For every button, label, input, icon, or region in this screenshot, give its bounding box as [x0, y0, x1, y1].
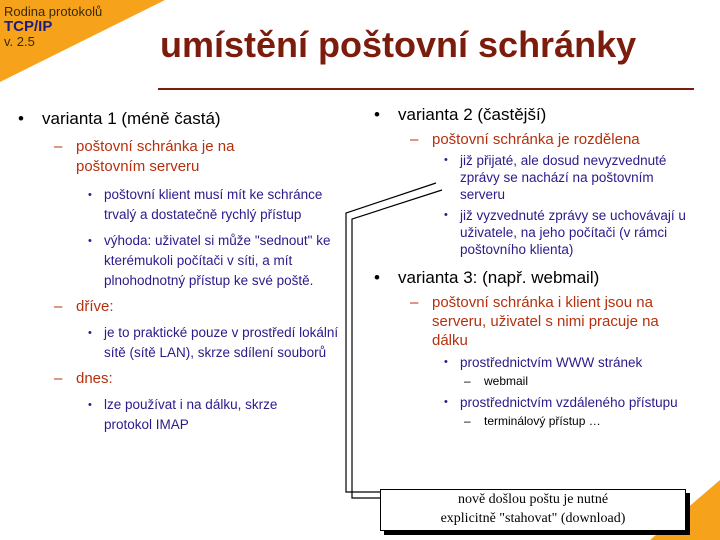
- dot-icon: •: [88, 399, 92, 411]
- variant-1-point-1: poštovní klient musí mít ke schránce trvalý a dostatečně rychlý přístup: [104, 187, 323, 222]
- dot-icon: •: [88, 327, 92, 339]
- page-title: umístění poštovní schránky: [160, 24, 637, 65]
- dash-icon: –: [410, 294, 419, 311]
- course-topic: TCP/IP: [4, 18, 53, 35]
- dash-icon: –: [54, 138, 63, 155]
- dot-icon: •: [444, 209, 448, 221]
- today-point: lze používat i na dálku, skrze protokol IMAP: [104, 397, 278, 432]
- variant-1-sub: poštovní schránka je na poštovním serveru: [76, 138, 235, 175]
- course-version: v. 2.5: [4, 34, 35, 49]
- variant-1-point-2: výhoda: uživatel si může "sednout" ke kterémukoli počítači v síti, a mít plnohodnotný přístup ke své poště.: [104, 233, 331, 288]
- variant-2-point-2: již vyzvednuté zprávy se uchovávají u uživatele, na jeho počítači (v rámci poštovního klienta): [460, 208, 686, 257]
- variant-1-heading: varianta 1 (méně častá): [42, 109, 221, 128]
- download-note: [380, 489, 686, 531]
- dot-icon: •: [444, 154, 448, 166]
- variant-3-sub: poštovní schránka i klient jsou na serveru, uživatel s nimi pracuje na dálku: [432, 294, 659, 349]
- bullet-icon: •: [374, 268, 380, 287]
- note-line-1: nově došlou poštu je nutné: [457, 492, 609, 507]
- variant-3-point-1: prostřednictvím WWW stránek: [460, 355, 643, 370]
- today-heading: dnes:: [76, 370, 113, 387]
- variant-3-point-2-sub: terminálový přístup …: [484, 414, 601, 428]
- variant-2-point-1: již přijaté, ale dosud nevyzvednuté zprávy se nachází na poštovním serveru: [460, 153, 667, 202]
- dash-icon: –: [410, 131, 419, 148]
- variant-3-point-2: prostřednictvím vzdáleného přístupu: [460, 395, 678, 410]
- earlier-point: je to praktické pouze v prostředí lokální sítě (sítě LAN), skrze sdílení souborů: [104, 325, 339, 360]
- dash-icon: –: [54, 370, 63, 387]
- earlier-heading: dříve:: [76, 298, 114, 315]
- bullet-icon: •: [374, 105, 380, 124]
- course-name: Rodina protokolů: [4, 4, 103, 19]
- dash-icon: –: [464, 374, 471, 388]
- dash-icon: –: [54, 298, 63, 315]
- bullet-icon: •: [18, 109, 24, 128]
- dot-icon: •: [444, 396, 448, 408]
- note-line-2: explicitně "stahovat" (download): [440, 511, 626, 526]
- dot-icon: •: [88, 189, 92, 201]
- dot-icon: •: [444, 356, 448, 368]
- dash-icon: –: [464, 414, 471, 428]
- variant-3-heading: varianta 3: (např. webmail): [398, 268, 600, 287]
- dot-icon: •: [88, 235, 92, 247]
- variant-3-point-1-sub: webmail: [484, 374, 529, 388]
- variant-2-heading: varianta 2 (častější): [398, 105, 547, 124]
- variant-2-sub: poštovní schránka je rozdělena: [432, 131, 640, 148]
